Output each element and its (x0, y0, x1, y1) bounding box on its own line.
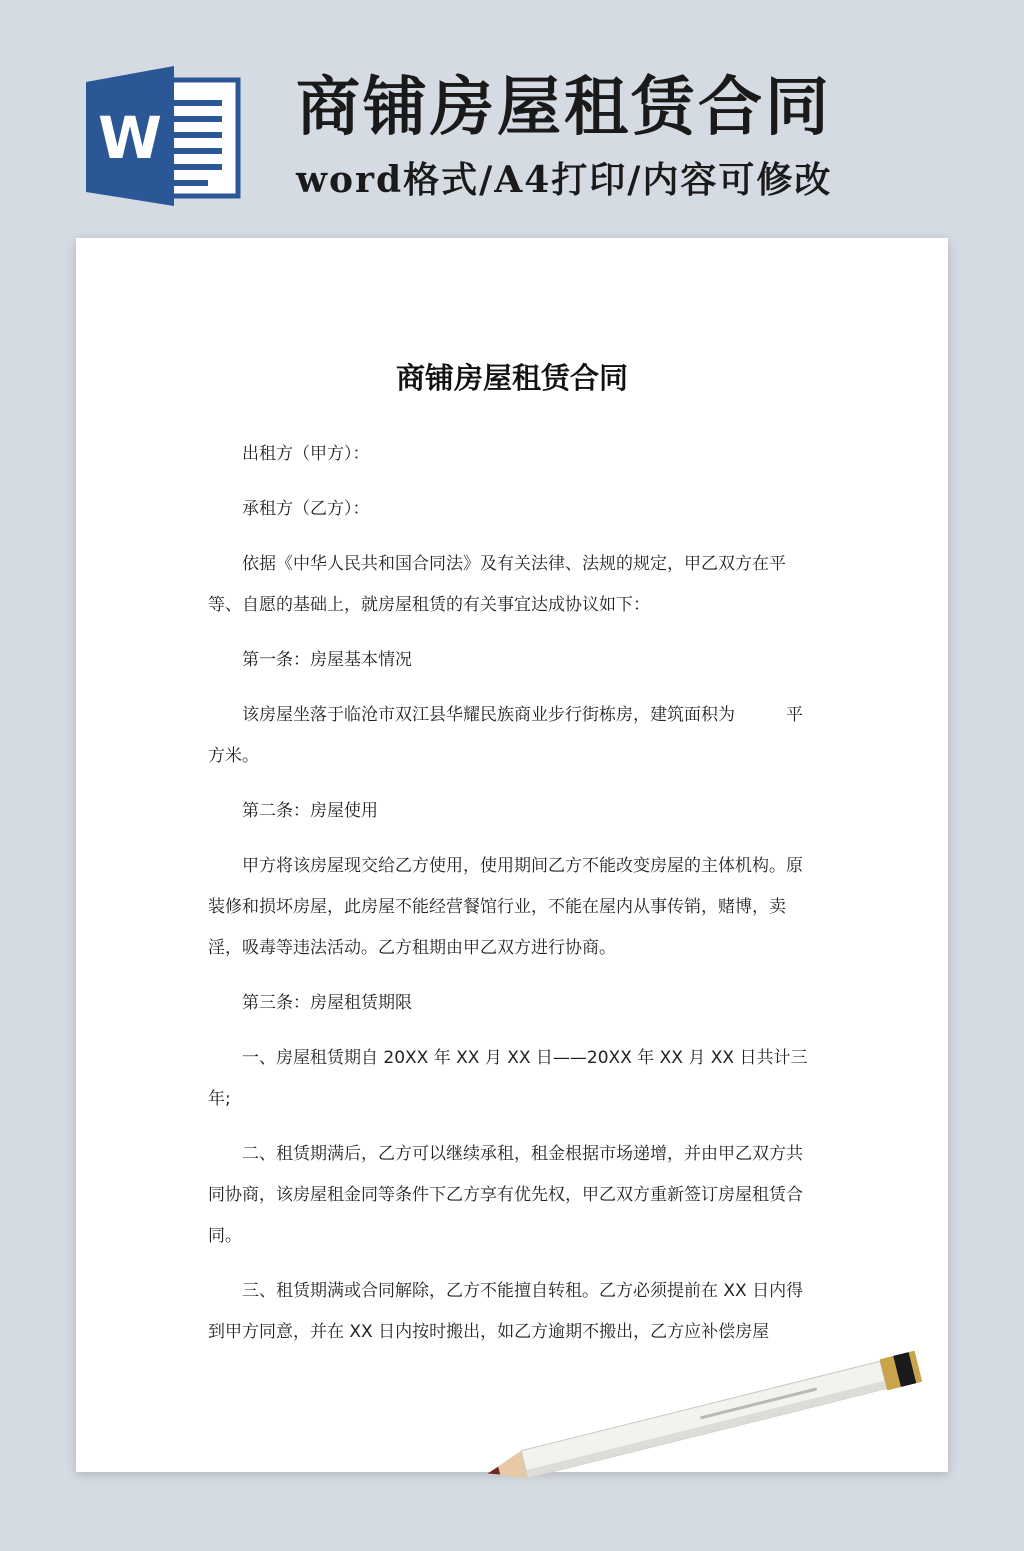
pencil-icon (460, 1330, 960, 1500)
article-2-heading: 第二条：房屋使用 (242, 801, 378, 821)
document-title: 商铺房屋租赁合同 (395, 361, 628, 395)
paragraph-lessor: 出租方（甲方）： (242, 444, 370, 464)
document-page (76, 238, 948, 1472)
word-document-icon (86, 66, 244, 206)
article-2-text: 甲方将该房屋现交给乙方使用，使用期间乙方不能改变房屋的主体机构。原装修和损坏房屋，此房屋不能经营餐馆行业，不能在屋内从事传销，赌博，卖淫，吸毒等违法活动。乙方租期由甲乙双方进行协商。 (208, 856, 803, 958)
article-3-clause-1: 一、房屋租赁期自 20XX 年 XX 月 XX 日——20XX 年 XX 月 XX 日共计三年; (208, 1048, 808, 1109)
banner-subtitle: word格式/A4打印/内容可修改 (296, 159, 833, 201)
article-1-text: 该房屋坐落于临沧市双江县华耀民族商业步行街栋房，建筑面积为 平方米。 (208, 705, 803, 766)
paragraph-preamble: 依据《中华人民共和国合同法》及有关法律、法规的规定，甲乙双方在平等、自愿的基础上，就房屋租赁的有关事宜达成协议如下： (208, 554, 786, 615)
article-3-clause-2: 二、租赁期满后，乙方可以继续承租，租金根据市场递增，并由甲乙双方共同协商，该房屋租金同等条件下乙方享有优先权，甲乙双方重新签订房屋租赁合同。 (208, 1144, 803, 1246)
header-banner (0, 0, 1024, 230)
article-1-heading: 第一条：房屋基本情况 (242, 650, 412, 670)
word-logo-letter: W (98, 104, 162, 172)
document-body (208, 434, 816, 1367)
paragraph-lessee: 承租方（乙方）： (242, 499, 370, 519)
article-3-heading: 第三条：房屋租赁期限 (242, 993, 412, 1013)
banner-title: 商铺房屋租赁合同 (296, 70, 832, 145)
article-3-clause-3: 三、租赁期满或合同解除，乙方不能擅自转租。乙方必须提前在 XX 日内得到甲方同意，并在 XX 日内按时搬出，如乙方逾期不搬出，乙方应补偿房屋 (208, 1281, 804, 1342)
